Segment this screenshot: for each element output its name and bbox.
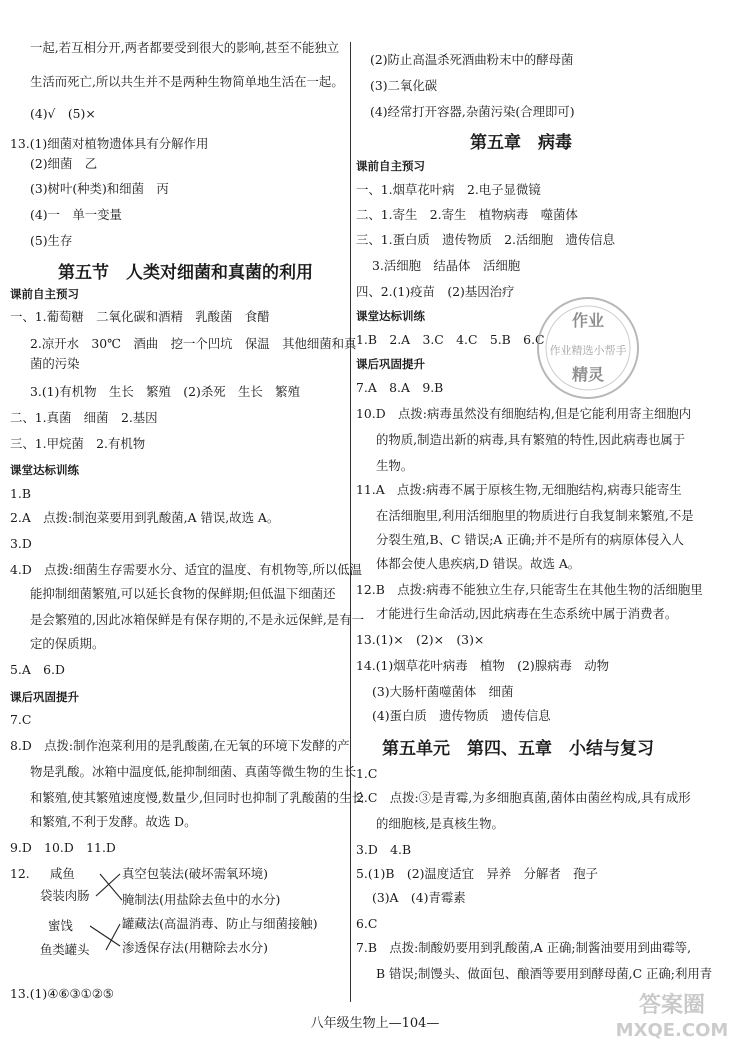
text-line: 13.(1)细菌对植物遗体具有分解作用 bbox=[10, 136, 209, 151]
subsection-heading: 课后巩固提升 bbox=[10, 690, 79, 704]
text-line: 能抑制细菌繁殖,可以延长食物的保鲜期;但低温下细菌还 bbox=[30, 586, 336, 601]
svg-text:作业: 作业 bbox=[571, 311, 605, 330]
text-line: 的细胞核,是真核生物。 bbox=[376, 816, 504, 831]
text-line: 7.A 8.A 9.B bbox=[356, 380, 444, 395]
text-line: 9.D 10.D 11.D bbox=[10, 840, 116, 855]
text-line: 3.D 4.B bbox=[356, 842, 412, 857]
text-line: 定的保质期。 bbox=[30, 636, 105, 651]
matching-diagram bbox=[20, 866, 350, 976]
unit-title: 第五单元 第四、五章 小结与复习 bbox=[382, 739, 654, 759]
text-line: 3.活细胞 结晶体 活细胞 bbox=[372, 258, 521, 273]
text-line: 四、2.(1)疫苗 (2)基因治疗 bbox=[356, 284, 515, 299]
stamp-seal bbox=[532, 292, 644, 404]
stamp-icon bbox=[532, 292, 644, 404]
text-line: 一、1.葡萄糖 二氧化碳和酒精 乳酸菌 食醋 bbox=[10, 309, 270, 324]
text-line: 2.A 点拨:制泡菜要用到乳酸菌,A 错误,故选 A。 bbox=[10, 510, 280, 525]
text-line: 13.(1)④⑥③①②⑤ bbox=[10, 986, 114, 1001]
text-line: 4.D 点拨:细菌生存需要水分、适宜的温度、有机物等,所以低温 bbox=[10, 562, 363, 577]
text-line: 11.A 点拨:病毒不属于原核生物,无细胞结构,病毒只能寄生 bbox=[356, 482, 682, 497]
text-line: (3)二氧化碳 bbox=[370, 78, 438, 93]
text-line: 三、1.甲烷菌 2.有机物 bbox=[10, 436, 146, 451]
text-line: (3)A (4)青霉素 bbox=[372, 890, 466, 905]
food-item: 蜜饯 bbox=[48, 918, 73, 933]
food-item: 咸鱼 bbox=[50, 866, 75, 881]
svg-text:MXQE.COM: MXQE.COM bbox=[615, 1020, 729, 1041]
text-line: (4)蛋白质 遗传物质 遗传信息 bbox=[372, 708, 551, 723]
text-line: 和繁殖,使其繁殖速度慢,数量少,但同时也抑制了乳酸菌的生长 bbox=[30, 790, 364, 805]
text-line: 7.C bbox=[10, 712, 32, 727]
subsection-heading: 课前自主预习 bbox=[356, 159, 425, 173]
text-line: 在活细胞里,利用活细胞里的物质进行自我复制来繁殖,不是 bbox=[376, 508, 694, 523]
text-line: 才能进行生命活动,因此病毒在生态系统中属于消费者。 bbox=[376, 606, 678, 621]
text-line: 生物。 bbox=[376, 458, 414, 473]
text-line: (3)大肠杆菌噬菌体 细菌 bbox=[372, 684, 514, 699]
text-line: 14.(1)烟草花叶病毒 植物 (2)腺病毒 动物 bbox=[356, 658, 610, 673]
subsection-heading: 课堂达标训练 bbox=[356, 309, 425, 323]
text-line: 物是乳酸。冰箱中温度低,能抑制细菌、真菌等微生物的生长 bbox=[30, 764, 357, 779]
section-title: 第五节 人类对细菌和真菌的利用 bbox=[58, 263, 313, 283]
text-line: 12. bbox=[10, 866, 30, 881]
text-line: 一起,若互相分开,两者都要受到很大的影响,甚至不能独立 bbox=[30, 40, 340, 55]
subsection-heading: 课前自主预习 bbox=[10, 287, 79, 301]
food-item: 袋装肉肠 bbox=[40, 888, 90, 903]
text-line: 分裂生殖,B、C 错误;A 正确;并不是所有的病原体侵入人 bbox=[376, 532, 684, 547]
text-line: 一、1.烟草花叶病 2.电子显微镜 bbox=[356, 182, 541, 197]
text-line: 二、1.寄生 2.寄生 植物病毒 噬菌体 bbox=[356, 207, 578, 222]
text-line: (4)√ (5)× bbox=[30, 106, 96, 121]
method-item: 腌制法(用盐除去鱼中的水分) bbox=[122, 892, 281, 907]
text-line: 5.A 6.D bbox=[10, 662, 65, 677]
svg-text:答案圈: 答案圈 bbox=[638, 993, 706, 1018]
match-line bbox=[90, 926, 120, 946]
method-item: 罐藏法(高温消毒、防止与细菌接触) bbox=[122, 916, 318, 931]
text-line: 1.C bbox=[356, 766, 378, 781]
text-line: 3.(1)有机物 生长 繁殖 (2)杀死 生长 繁殖 bbox=[30, 384, 300, 399]
subsection-heading: 课堂达标训练 bbox=[10, 463, 79, 477]
text-line: 和繁殖,不利于发酵。故选 D。 bbox=[30, 814, 197, 829]
text-line: (5)生存 bbox=[30, 233, 73, 248]
text-line: 体都会使人患疾病,D 错误。故选 A。 bbox=[376, 556, 581, 571]
food-item: 鱼类罐头 bbox=[40, 942, 90, 957]
column-divider bbox=[350, 42, 351, 1002]
text-line: 的物质,制造出新的病毒,具有繁殖的特性,因此病毒也属于 bbox=[376, 432, 686, 447]
text-line: 二、1.真菌 细菌 2.基因 bbox=[10, 410, 158, 425]
text-line: 6.C bbox=[356, 916, 378, 931]
text-line: 8.D 点拨:制作泡菜利用的是乳酸菌,在无氧的环境下发酵的产 bbox=[10, 738, 350, 753]
page-footer: 八年级生物上—104— bbox=[310, 1016, 440, 1031]
text-line: 三、1.蛋白质 遗传物质 2.活细胞 遗传信息 bbox=[356, 232, 616, 247]
match-line bbox=[106, 924, 120, 950]
text-line: (4)经常打开容器,杂菌污染(合理即可) bbox=[370, 104, 575, 119]
svg-text:作业精选小帮手: 作业精选小帮手 bbox=[549, 344, 627, 357]
text-line: (3)树叶(种类)和细菌 丙 bbox=[30, 181, 169, 196]
text-line: 10.D 点拨:病毒虽然没有细胞结构,但是它能利用寄主细胞内 bbox=[356, 406, 692, 421]
text-line: (2)细菌 乙 bbox=[30, 156, 98, 171]
text-line: 生活而死亡,所以共生并不是两种生物简单地生活在一起。 bbox=[30, 74, 344, 89]
text-line: 7.B 点拨:制酸奶要用到乳酸菌,A 正确;制酱油要用到曲霉等, bbox=[356, 940, 692, 955]
text-line: 5.(1)B (2)温度适宜 异养 分解者 孢子 bbox=[356, 866, 598, 881]
chapter-title: 第五章 病毒 bbox=[470, 133, 572, 153]
svg-text:精灵: 精灵 bbox=[571, 365, 605, 384]
text-line: 菌的污染 bbox=[30, 356, 80, 371]
match-line bbox=[100, 874, 122, 900]
text-line: 2.凉开水 30℃ 酒曲 挖一个凹坑 保温 其他细菌和真 bbox=[30, 336, 357, 351]
text-line: (4)一 单一变量 bbox=[30, 207, 122, 222]
method-item: 渗透保存法(用糖除去水分) bbox=[122, 940, 268, 955]
text-line: (2)防止高温杀死酒曲粉末中的酵母菌 bbox=[370, 52, 574, 67]
text-line: 1.B bbox=[10, 486, 31, 501]
text-line: 13.(1)× (2)× (3)× bbox=[356, 632, 485, 647]
subsection-heading: 课后巩固提升 bbox=[356, 357, 425, 371]
text-line: 12.B 点拨:病毒不能独立生存,只能寄生在其他生物的活细胞里 bbox=[356, 582, 703, 597]
text-line: 是会繁殖的,因此冰箱保鲜是有保存期的,不是永远保鲜,是有一 bbox=[30, 612, 364, 627]
method-item: 真空包装法(破坏需氧环境) bbox=[122, 866, 268, 881]
text-line: 3.D bbox=[10, 536, 32, 551]
text-line: 1.B 2.A 3.C 4.C 5.B 6.C bbox=[356, 332, 545, 347]
text-line: B 错误;制馒头、做面包、酿酒等要用到酵母菌,C 正确;利用青 bbox=[376, 966, 713, 981]
text-line: 2.C 点拨:③是青霉,为多细胞真菌,菌体由菌丝构成,具有成形 bbox=[356, 790, 691, 805]
